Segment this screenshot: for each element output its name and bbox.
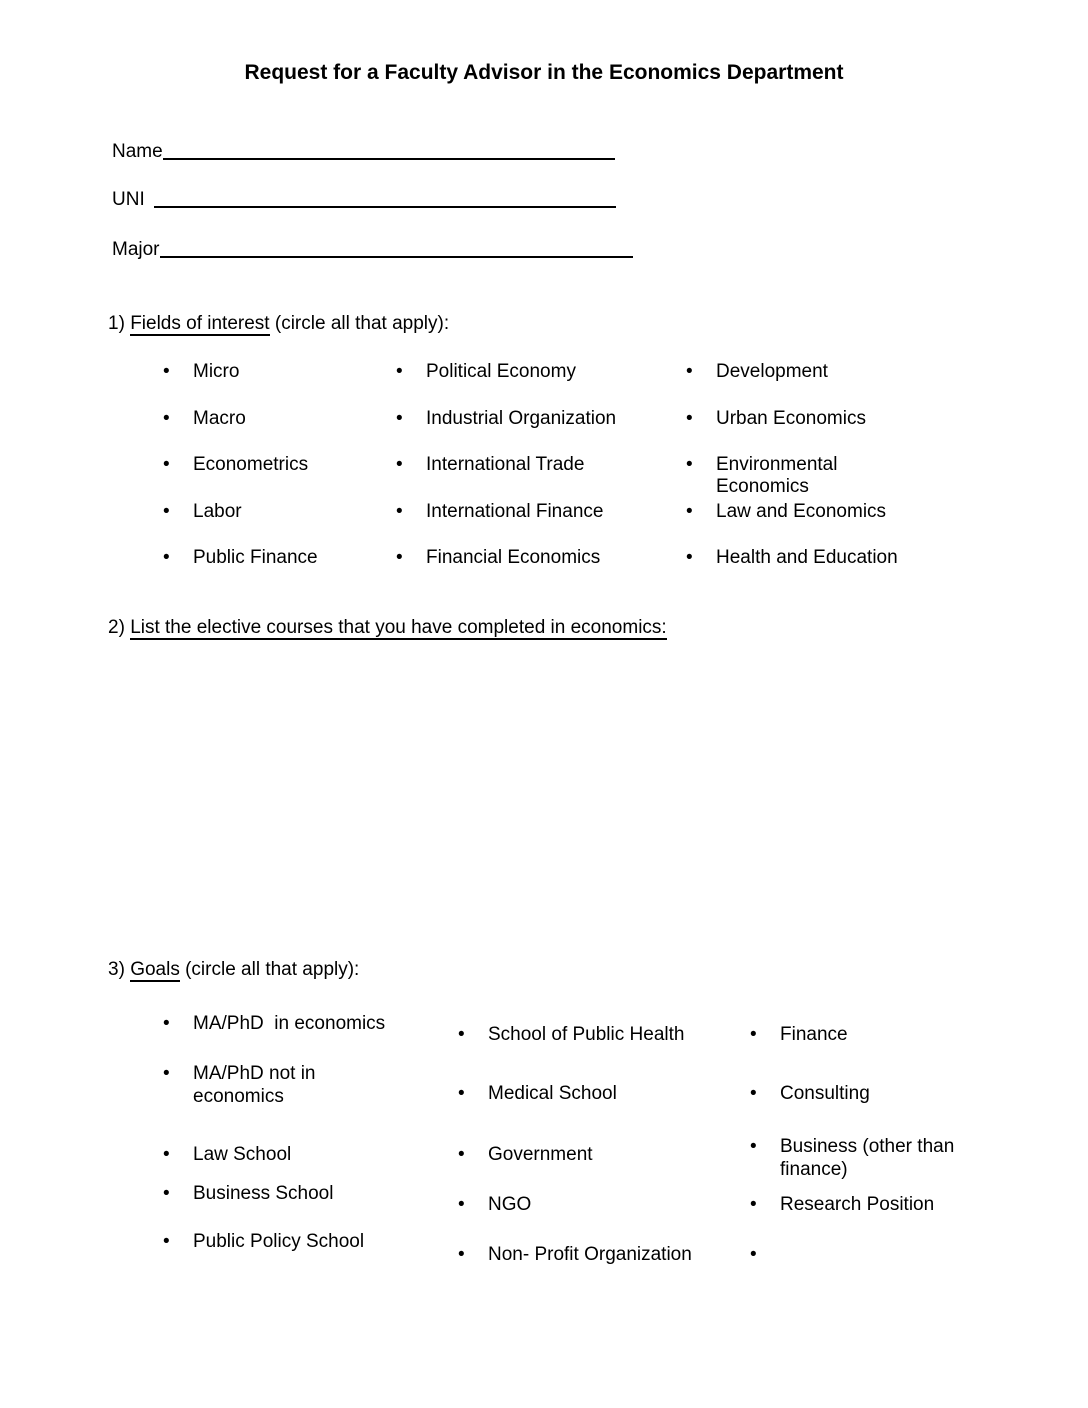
option-label: Political Economy xyxy=(426,361,576,382)
list-item xyxy=(750,1082,870,1105)
option-label: Business (other than finance) xyxy=(780,1136,960,1180)
option-label: School of Public Health xyxy=(488,1024,685,1045)
bullet-icon xyxy=(750,1193,780,1216)
list-item xyxy=(458,1023,684,1046)
bullet-icon xyxy=(396,361,426,383)
list-item xyxy=(750,1193,934,1216)
list-item xyxy=(163,547,396,594)
option-label: Public Policy School xyxy=(193,1231,365,1252)
section-1-number: 1) xyxy=(108,313,131,334)
bullet-icon xyxy=(750,1135,780,1158)
list-item xyxy=(163,1230,364,1253)
major-field-label: Major xyxy=(112,239,160,260)
list-item xyxy=(750,1243,780,1266)
list-item xyxy=(396,547,686,594)
section-2-heading-underlined: List the elective courses that you have completed in economics: xyxy=(130,617,667,638)
bullet-icon xyxy=(686,547,716,569)
section-2-number: 2) xyxy=(108,617,131,638)
list-item xyxy=(686,454,926,501)
bullet-icon xyxy=(458,1082,488,1105)
form-title: Request for a Faculty Advisor in the Economics Department xyxy=(244,61,844,84)
uni-field-line[interactable] xyxy=(154,206,616,208)
name-field-row xyxy=(112,141,615,163)
option-label: Industrial Organization xyxy=(426,407,617,429)
option-label: Law School xyxy=(193,1144,292,1165)
name-field-line[interactable] xyxy=(163,158,615,160)
section-1-heading xyxy=(108,312,449,335)
list-item xyxy=(163,1182,333,1205)
section-3-number: 3) xyxy=(108,959,131,980)
list-item xyxy=(396,454,686,501)
name-field-label: Name xyxy=(112,141,163,162)
option-label: Law and Economics xyxy=(716,500,887,522)
option-label: Econometrics xyxy=(193,454,309,475)
list-item xyxy=(458,1243,692,1266)
option-label: Consulting xyxy=(780,1083,870,1104)
list-item xyxy=(396,501,686,548)
bullet-icon xyxy=(163,1062,193,1085)
bullet-icon xyxy=(163,408,193,430)
section-1-heading-suffix: (circle all that apply): xyxy=(269,313,450,334)
option-label: Financial Economics xyxy=(426,547,601,568)
list-item xyxy=(163,1062,343,1108)
section-2-heading xyxy=(108,616,667,639)
option-label: Finance xyxy=(780,1024,848,1045)
list-item xyxy=(750,1135,975,1181)
bullet-icon xyxy=(163,501,193,523)
bullet-icon xyxy=(686,454,716,476)
bullet-icon xyxy=(396,501,426,523)
section-3-heading-underlined: Goals xyxy=(130,959,180,980)
bullet-icon xyxy=(458,1193,488,1216)
list-item xyxy=(163,361,396,408)
bullet-icon xyxy=(163,1143,193,1166)
list-item xyxy=(458,1193,531,1216)
bullet-icon xyxy=(163,361,193,383)
fields-of-interest-list xyxy=(163,361,926,594)
option-label: Environmental Economics xyxy=(716,454,843,497)
option-label: Non- Profit Organization xyxy=(488,1244,692,1265)
bullet-icon xyxy=(163,1230,193,1253)
option-label: International Trade xyxy=(426,454,585,475)
bullet-icon xyxy=(750,1082,780,1105)
major-field-line[interactable] xyxy=(160,256,633,258)
uni-field-label: UNI xyxy=(112,189,145,210)
option-label: Public Finance xyxy=(193,547,318,568)
bullet-icon xyxy=(750,1243,780,1266)
bullet-icon xyxy=(458,1143,488,1166)
bullet-icon xyxy=(396,408,426,430)
bullet-icon xyxy=(163,1012,193,1035)
section-3-heading-suffix: (circle all that apply): xyxy=(179,959,360,980)
bullet-icon xyxy=(163,1182,193,1205)
list-item xyxy=(163,454,396,501)
bullet-icon xyxy=(396,454,426,476)
list-item xyxy=(396,408,686,455)
option-label: NGO xyxy=(488,1194,532,1215)
list-item xyxy=(686,361,926,408)
bullet-icon xyxy=(750,1023,780,1046)
option-label: Macro xyxy=(193,407,246,429)
bullet-icon xyxy=(163,547,193,569)
option-label: MA/PhD in economics xyxy=(193,1013,386,1034)
section-3-heading xyxy=(108,958,359,981)
option-label: MA/PhD not in economics xyxy=(193,1063,321,1107)
list-item xyxy=(163,1143,291,1166)
option-label: Development xyxy=(716,361,828,382)
bullet-icon xyxy=(458,1243,488,1266)
section-1-heading-underlined: Fields of interest xyxy=(130,313,270,334)
bullet-icon xyxy=(686,408,716,430)
list-item xyxy=(686,501,926,548)
list-item xyxy=(163,408,396,455)
list-item xyxy=(163,1012,385,1035)
option-label: Research Position xyxy=(780,1194,935,1215)
bullet-icon xyxy=(396,547,426,569)
major-field-row xyxy=(112,239,633,261)
bullet-icon xyxy=(458,1023,488,1046)
list-item xyxy=(686,408,926,455)
list-item xyxy=(750,1023,848,1046)
bullet-icon xyxy=(686,361,716,383)
option-label: Medical School xyxy=(488,1083,617,1104)
option-label: International Finance xyxy=(426,500,604,522)
list-item xyxy=(396,361,686,408)
option-label: Health and Education xyxy=(716,547,898,568)
option-label: Urban Economics xyxy=(716,407,866,429)
list-item xyxy=(458,1143,593,1166)
option-label: Business School xyxy=(193,1183,334,1204)
option-label: Government xyxy=(488,1144,593,1165)
option-label: Labor xyxy=(193,500,242,522)
bullet-icon xyxy=(163,454,193,476)
list-item xyxy=(163,501,396,548)
bullet-icon xyxy=(686,501,716,523)
uni-field-row xyxy=(112,189,616,211)
list-item xyxy=(686,547,926,594)
list-item xyxy=(458,1082,617,1105)
option-label: Micro xyxy=(193,361,240,382)
